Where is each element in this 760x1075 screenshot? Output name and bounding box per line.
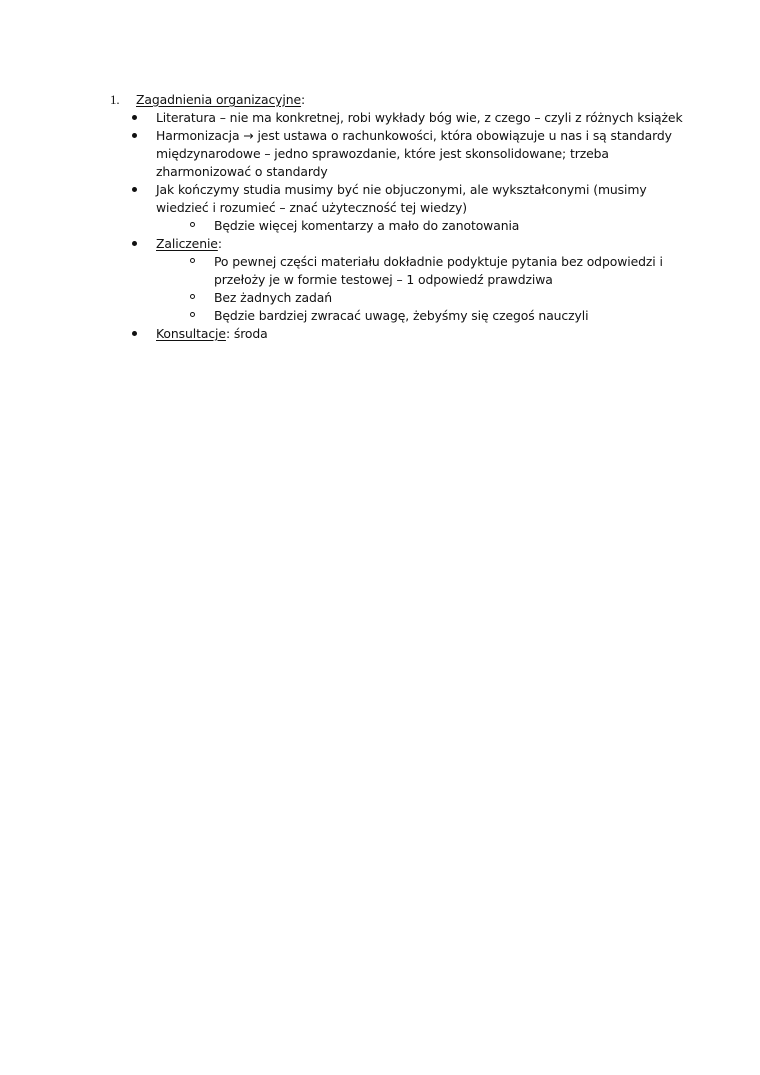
bullet-label — [156, 236, 222, 251]
bullet-item-konsultacje — [110, 325, 700, 343]
bullet-icon — [132, 331, 137, 336]
circle-bullet-icon — [190, 294, 195, 299]
bullet-text: Literatura – nie ma konkretnej, robi wykłady bóg wie, z czego – czyli z różnych książek — [156, 110, 683, 125]
section-heading-colon: : — [301, 92, 306, 107]
sub-item-text: Będzie więcej komentarzy a mało do zanotowania — [214, 218, 520, 233]
arrow-right-icon: → — [243, 128, 254, 143]
bullet-item-studia — [110, 181, 700, 217]
bullet-text-start: Harmonizacja — [156, 128, 240, 143]
bullet-icon — [132, 133, 137, 138]
section-heading-text: Zagadnienia organizacyjne — [136, 92, 302, 107]
sub-item-text: Po pewnej części materiału dokładnie podyktuje pytania bez odpowiedzi i przełoży je w formie testowej – 1 odpowiedź prawdziwa — [214, 254, 663, 287]
sub-item-uwaga — [110, 307, 700, 325]
bullet-icon — [132, 241, 137, 246]
sub-item-komentarze — [110, 217, 700, 235]
bullet-icon — [132, 115, 137, 120]
zaliczenie-colon: : — [217, 236, 222, 251]
section-heading — [136, 92, 305, 107]
bullet-label — [156, 326, 268, 341]
sub-item-pytania — [110, 253, 700, 289]
circle-bullet-icon — [190, 312, 195, 317]
bullet-icon — [132, 187, 137, 192]
bullet-item-literatura — [110, 109, 700, 127]
circle-bullet-icon — [190, 258, 195, 263]
sub-item-text: Bez żadnych zadań — [214, 290, 333, 305]
sub-item-text: Będzie bardziej zwracać uwagę, żebyśmy się czegoś nauczyli — [214, 308, 589, 323]
konsultacje-value: : środa — [225, 326, 268, 341]
list-number: 1. — [110, 92, 120, 107]
bullet-text: Jak kończymy studia musimy być nie objuczonymi, ale wykształconymi (musimy wiedzieć i rozumieć – znać użyteczność tej wiedzy) — [156, 182, 647, 215]
sub-item-zadania — [110, 289, 700, 307]
document-body — [110, 91, 700, 343]
bullet-item-zaliczenie — [110, 235, 700, 253]
circle-bullet-icon — [190, 222, 195, 227]
zaliczenie-label: Zaliczenie — [156, 236, 218, 251]
bullet-item-harmonizacja — [110, 127, 700, 181]
bullet-text-end: jest ustawa o rachunkowości, która obowiązuje u nas i są standardy międzynarodowe – jedno sprawozdanie, które jest skonsolidowane; trzeba zharmonizować o standardy — [156, 128, 672, 179]
konsultacje-label: Konsultacje — [156, 326, 226, 341]
outline-item-1 — [110, 91, 700, 109]
